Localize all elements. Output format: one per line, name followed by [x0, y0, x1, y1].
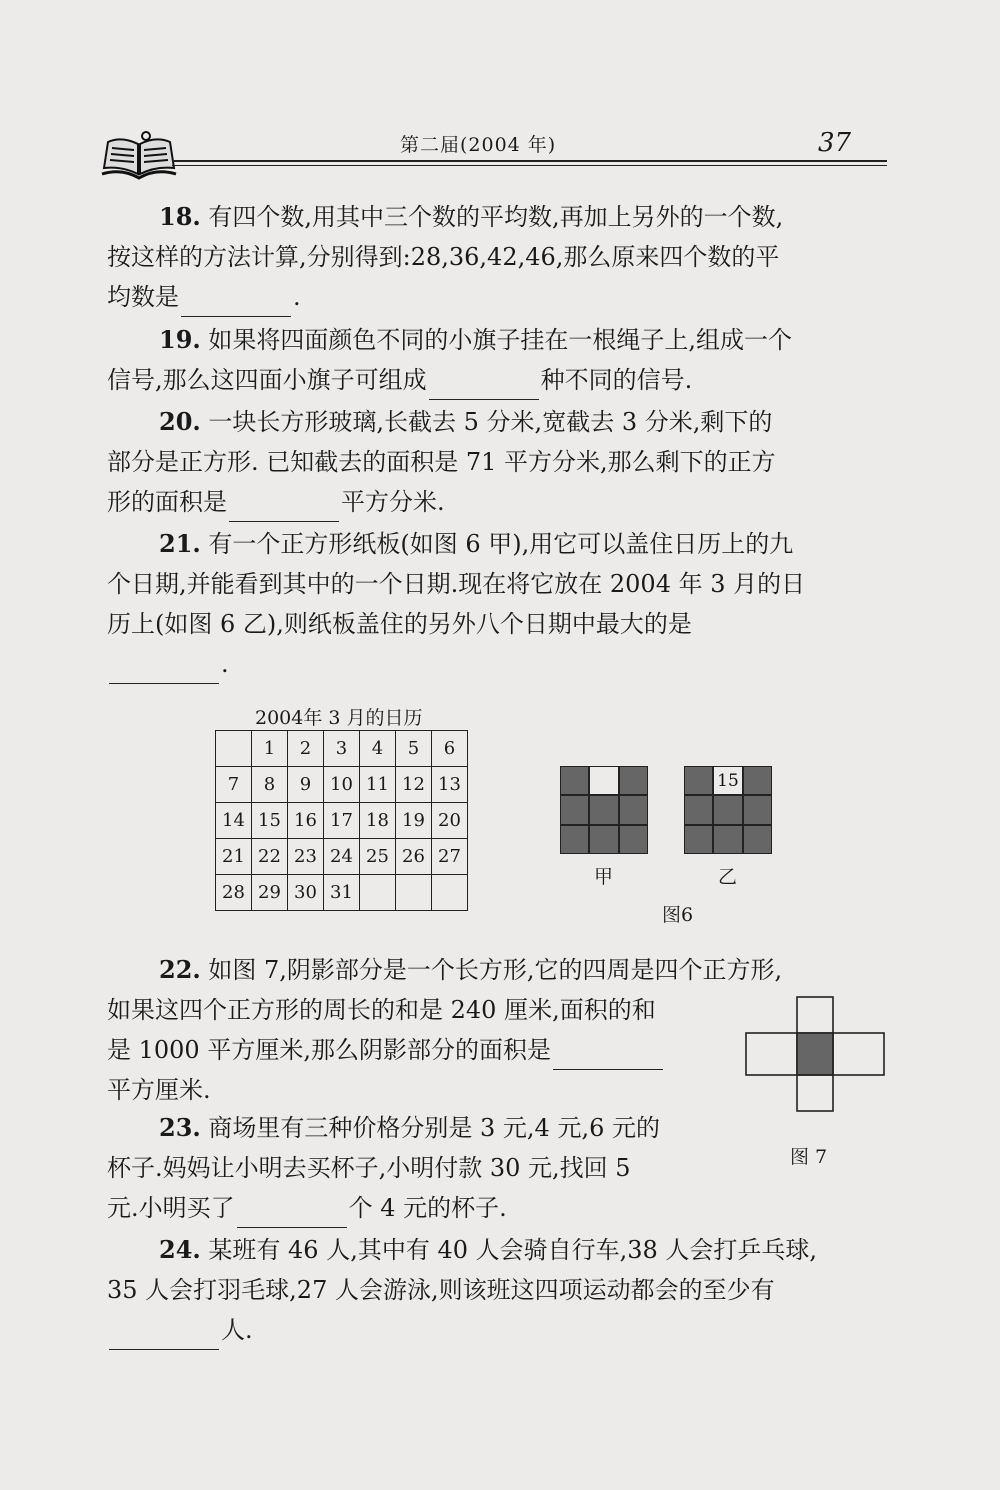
calendar-day-cell: 11 [360, 767, 396, 803]
calendar-day-cell: 13 [432, 767, 468, 803]
figure-7-cross [745, 996, 885, 1112]
problem-text: 历上(如图 6 乙),则纸板盖住的另外八个日期中最大的是 [107, 610, 692, 638]
board-cell [684, 766, 713, 795]
calendar-day-cell: 15 [252, 803, 288, 839]
square-bottom [797, 1075, 833, 1111]
board-cell [589, 825, 618, 854]
problem-text: 个日期,并能看到其中的一个日期.现在将它放在 2004 年 3 月的日 [107, 570, 806, 598]
calendar-day-cell: 6 [432, 731, 468, 767]
calendar-day-cell: 31 [324, 875, 360, 911]
square-right [833, 1033, 884, 1075]
calendar-day-cell [360, 875, 396, 911]
calendar-day-cell [396, 875, 432, 911]
answer-blank[interactable] [109, 1321, 219, 1350]
calendar-day-cell: 5 [396, 731, 432, 767]
page-number: 37 [818, 128, 852, 158]
board-cell [684, 825, 713, 854]
calendar-week-row [216, 767, 468, 803]
shaded-rectangle [797, 1033, 833, 1075]
problem-19 [107, 320, 887, 400]
problem-text: 某班有 46 人,其中有 40 人会骑自行车,38 人会打乒乓球, [208, 1236, 818, 1264]
calendar-week-row [216, 731, 468, 767]
calendar-day-cell: 10 [324, 767, 360, 803]
board-cell [619, 766, 648, 795]
figure-6-caption: 图6 [662, 904, 694, 926]
problem-text: 一块长方形玻璃,长截去 5 分米,宽截去 3 分米,剩下的 [208, 408, 773, 436]
board-window [589, 766, 618, 795]
figure-label-a: 甲 [594, 866, 614, 888]
problem-number: 19. [159, 325, 201, 354]
problem-text: 有四个数,用其中三个数的平均数,再加上另外的一个数, [208, 203, 784, 231]
problem-text: 部分是正方形. 已知截去的面积是 71 平方分米,那么剩下的正方 [107, 448, 776, 476]
calendar-week-row [216, 839, 468, 875]
problem-text: 形的面积是 [107, 488, 227, 516]
calendar-day-cell: 30 [288, 875, 324, 911]
calendar-day-cell: 19 [396, 803, 432, 839]
calendar-day-cell: 20 [432, 803, 468, 839]
board-cell [560, 766, 589, 795]
calendar-table [215, 730, 468, 911]
board-figure-b [684, 766, 772, 854]
calendar-day-cell: 26 [396, 839, 432, 875]
problem-number: 20. [159, 407, 201, 436]
board-cell [560, 795, 589, 824]
calendar-day-cell: 25 [360, 839, 396, 875]
header-rule [172, 160, 887, 162]
problem-text: 如图 7,阴影部分是一个长方形,它的四周是四个正方形, [208, 956, 783, 984]
calendar-day-cell: 24 [324, 839, 360, 875]
problem-18 [107, 197, 887, 317]
problem-text: 人. [221, 1316, 253, 1344]
calendar-day-cell: 8 [252, 767, 288, 803]
square-top [797, 997, 833, 1033]
calendar-day-cell: 21 [216, 839, 252, 875]
problem-text: 杯子.妈妈让小明去买杯子,小明付款 30 元,找回 5 [107, 1154, 631, 1182]
answer-blank[interactable] [181, 288, 291, 317]
visible-date: 15 [717, 771, 739, 791]
problem-text: 有一个正方形纸板(如图 6 甲),用它可以盖住日历上的九 [208, 530, 794, 558]
answer-blank[interactable] [229, 493, 339, 522]
board-figure-a [560, 766, 648, 854]
calendar-day-cell: 14 [216, 803, 252, 839]
calendar-day-cell: 23 [288, 839, 324, 875]
answer-blank[interactable] [109, 655, 219, 684]
figure-label-b: 乙 [718, 866, 738, 888]
problem-20 [107, 402, 887, 522]
calendar-day-cell: 7 [216, 767, 252, 803]
calendar-day-cell: 1 [252, 731, 288, 767]
open-book-icon [100, 128, 178, 182]
calendar-day-cell [432, 875, 468, 911]
problem-number: 24. [159, 1235, 201, 1264]
problem-21 [107, 524, 887, 684]
calendar-day-cell: 9 [288, 767, 324, 803]
calendar-day-cell: 18 [360, 803, 396, 839]
problem-23 [107, 1108, 747, 1228]
figure-7-caption: 图 7 [790, 1146, 828, 1168]
calendar-day-cell: 29 [252, 875, 288, 911]
problem-text: 信号,那么这四面小旗子可组成 [107, 366, 427, 394]
calendar-day-cell: 2 [288, 731, 324, 767]
square-left [746, 1033, 797, 1075]
calendar-day-cell: 27 [432, 839, 468, 875]
board-cell [684, 795, 713, 824]
problem-24 [107, 1230, 887, 1350]
calendar-day-cell: 17 [324, 803, 360, 839]
problem-text: 均数是 [107, 283, 179, 311]
answer-blank[interactable] [237, 1199, 347, 1228]
calendar-day-cell [216, 731, 252, 767]
board-cell [743, 766, 772, 795]
answer-blank[interactable] [429, 371, 539, 400]
problem-text: 个 4 元的杯子. [348, 1194, 507, 1222]
header-rule-thin [172, 165, 887, 166]
calendar-week-row [216, 803, 468, 839]
problem-text: 平方分米. [341, 488, 445, 516]
problem-text: 如果将四面颜色不同的小旗子挂在一根绳子上,组成一个 [208, 326, 793, 354]
calendar-day-cell: 12 [396, 767, 432, 803]
problem-number: 21. [159, 529, 201, 558]
calendar-day-cell: 4 [360, 731, 396, 767]
board-cell [713, 825, 742, 854]
problem-text: . [221, 650, 229, 678]
problem-text: 按这样的方法计算,分别得到:28,36,42,46,那么原来四个数的平 [107, 243, 780, 271]
problem-text: 平方厘米. [107, 1076, 211, 1104]
calendar-week-row [216, 875, 468, 911]
problem-text: 是 1000 平方厘米,那么阴影部分的面积是 [107, 1036, 551, 1064]
board-cell [589, 795, 618, 824]
board-cell [619, 795, 648, 824]
calendar-day-cell: 3 [324, 731, 360, 767]
problem-text: . [293, 283, 301, 311]
board-cell [743, 825, 772, 854]
calendar-day-cell: 28 [216, 875, 252, 911]
problem-text: 如果这四个正方形的周长的和是 240 厘米,面积的和 [107, 996, 656, 1024]
board-cell [560, 825, 589, 854]
problem-number: 22. [159, 955, 201, 984]
calendar-day-cell: 22 [252, 839, 288, 875]
calendar-title: 2004年 3 月的日历 [255, 707, 423, 729]
problem-text: 种不同的信号. [540, 366, 693, 394]
problem-text: 元.小明买了 [107, 1194, 235, 1222]
board-cell [713, 795, 742, 824]
board-window [713, 766, 742, 795]
board-cell [743, 795, 772, 824]
problem-text: 商场里有三种价格分别是 3 元,4 元,6 元的 [208, 1114, 660, 1142]
problem-number: 23. [159, 1113, 201, 1142]
running-header-title: 第二届(2004 年) [400, 134, 557, 156]
answer-blank[interactable] [553, 1041, 663, 1070]
problem-text: 35 人会打羽毛球,27 人会游泳,则该班这四项运动都会的至少有 [107, 1276, 775, 1304]
board-cell [619, 825, 648, 854]
problem-number: 18. [159, 202, 201, 231]
calendar-day-cell: 16 [288, 803, 324, 839]
